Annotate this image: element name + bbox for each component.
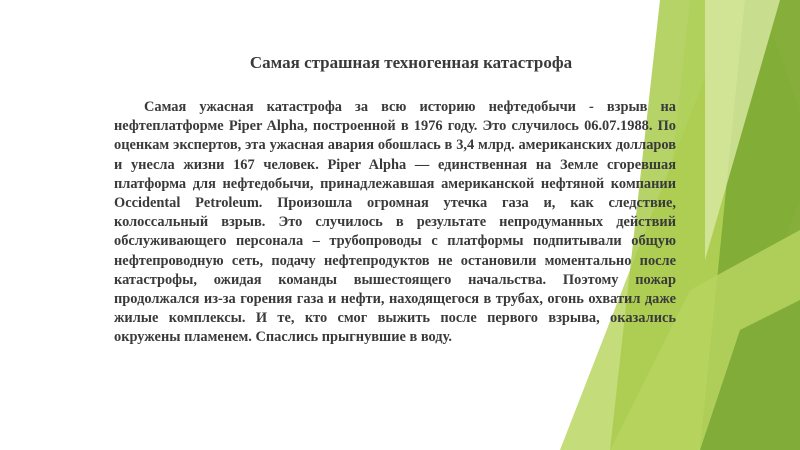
slide-title: Самая страшная техногенная катастрофа [249,53,573,72]
slide-content [114,52,676,348]
slide-body-text: Самая ужасная катастрофа за всю историю нефтедобычи - взрыв на нефтеплатформе Piper Alpha, построенной в 1976 году. Это случилось 06.07.1988. По оценкам экспертов, эта ужасная авария обошлась в 3,4 млрд. американских долларов и унесла жизни 167 человек. Piper Alpha — единственная на Земле сгоревшая платформа для нефтедобычи, принадлежавшая американской нефтяной компании Occidental Petroleum. Произошла огромная утечка газа и, как следствие, колоссальный взрыв. Это случилось в результате непродуманных действий обслуживающего персонала – трубопроводы с платформы подпитывали общую нефтепроводную сеть, подачу нефтепродуктов не остановили моментально после катастрофы, ожидая команды вышестоящего начальства. Поэтому пожар продолжался из-за горения газа и нефти, находящегося в трубах, огонь охватил даже жилые комплексы. И те, кто смог выжить после первого взрыва, оказались окружены пламенем. Спаслись прыгнувшие в воду. [114,99,676,346]
